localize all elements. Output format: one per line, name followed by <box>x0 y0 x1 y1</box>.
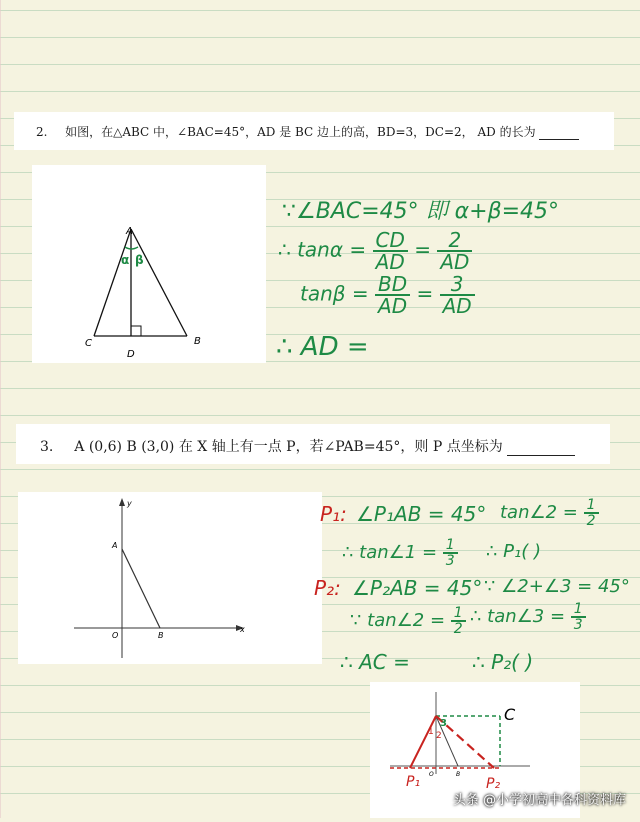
label-alpha: α <box>121 253 130 267</box>
q2-work-line3: tanβ = $\frac{BD}{AD}$ = $\frac{3}{AD}$ <box>300 274 475 316</box>
label-x: x <box>240 625 245 634</box>
q3-tan1-lead: ∴ tan∠1 = <box>342 542 438 563</box>
q2-tan-beta-lead: tanβ = <box>300 281 369 306</box>
q2-frac-den: AD <box>375 294 410 316</box>
q2-question-text: 如图，在△ABC 中，∠BAC=45°，AD 是 BC 边上的高，BD=3，DC=2， AD 的长为 <box>65 125 536 139</box>
q2-question <box>36 123 579 140</box>
q3-question-text: A (0,6) B (3,0) 在 X 轴上有一点 P，若∠PAB=45°，则 P 点坐标为 <box>74 439 503 455</box>
triangle-abc-figure <box>32 165 266 363</box>
q2-fraction-cd-ad <box>373 230 408 272</box>
q3-p1-line2 <box>342 538 458 568</box>
right-angle-mark <box>131 326 141 336</box>
q3-frac-num: 1 <box>573 601 583 617</box>
label-a: A <box>126 226 133 237</box>
q3-frac-den: 3 <box>571 616 586 632</box>
q3-p1-label: P₁: <box>320 502 347 526</box>
q3-frac-num: 1 <box>586 497 596 513</box>
q3-p1-line1: ∠P₁AB = 45° <box>356 502 487 526</box>
q3-fraction-1-2 <box>584 498 599 528</box>
side-ab <box>131 229 187 336</box>
q3-figure-panel <box>18 492 322 664</box>
y-axis-arrow <box>119 498 125 506</box>
q3-p2-ac: ∴ AC = <box>340 650 410 674</box>
q2-figure-panel <box>32 165 266 363</box>
sketch-label-1: 1 <box>428 727 434 737</box>
q2-fraction-bd-ad <box>375 274 410 316</box>
q2-frac-num: 2 <box>448 228 462 252</box>
coordinate-axes-figure <box>18 492 322 664</box>
sketch-label-o: O <box>429 771 434 778</box>
ruling-line <box>0 388 640 389</box>
q3-p2-tan3 <box>470 602 586 632</box>
ruling-line <box>0 10 640 11</box>
ruling-line <box>0 91 640 92</box>
q2-frac-den: AD <box>373 250 408 272</box>
q3-p1-tan2-lead: tan∠2 = <box>500 502 578 523</box>
label-b: B <box>194 336 201 347</box>
q2-work-line2: ∴ tanα = $\frac{CD}{AD}$ = $\frac{2}{AD}$ <box>278 230 472 272</box>
q3-p2-result: ∴ P₂( ) <box>472 650 534 674</box>
q3-fraction-1-3-b <box>571 602 586 632</box>
ruling-line <box>0 415 640 416</box>
ruling-line <box>0 469 640 470</box>
q2-frac-den: AD <box>437 250 472 272</box>
q3-p2-label: P₂: <box>314 576 341 600</box>
label-beta: β <box>135 253 144 267</box>
q2-work-line4: ∴ AD = <box>276 332 369 362</box>
q3-frac-den: 2 <box>584 512 599 528</box>
sketch-label-b: B <box>456 771 461 778</box>
q2-work-line1: ∵∠BAC=45° 即 α+β=45° <box>282 199 560 224</box>
q3-frac-den: 2 <box>451 620 466 636</box>
sketch-label-2: 2 <box>436 731 442 741</box>
q3-p2-tan2-lead: ∵ tan∠2 = <box>350 610 446 631</box>
sketch-label-p1: P₁ <box>406 774 421 790</box>
q3-p2-tan3-lead: ∴ tan∠3 = <box>470 606 566 627</box>
notebook-margin-line <box>0 0 1 818</box>
watermark: 头条 @小学初高中各科资料库 <box>452 793 626 808</box>
label-b: B <box>158 631 164 640</box>
ruling-line <box>0 37 640 38</box>
ruling-line <box>0 64 640 65</box>
segment-ab <box>122 549 160 628</box>
q3-answer-blank <box>507 455 575 456</box>
sketch-label-p2: P₂ <box>486 776 501 792</box>
q3-p2-tan2 <box>350 606 466 636</box>
q2-answer-blank <box>539 139 579 140</box>
q3-frac-num: 1 <box>453 605 463 621</box>
sketch-label-c: C <box>504 705 516 724</box>
side-ac <box>94 229 131 336</box>
q3-fraction-1-2-b <box>451 606 466 636</box>
label-d: D <box>127 349 135 360</box>
q2-number: 2. <box>36 125 48 139</box>
q3-p2-sum: ∵ ∠2+∠3 = 45° <box>484 576 630 597</box>
q3-p1-tan2 <box>500 498 599 528</box>
q3-fraction-1-3 <box>443 538 458 568</box>
q3-number: 3. <box>40 439 54 455</box>
label-y: y <box>127 499 132 508</box>
q2-frac-den: AD <box>440 294 475 316</box>
q3-frac-den: 3 <box>443 552 458 568</box>
q2-fraction-2-ad <box>437 230 472 272</box>
q2-tan-alpha-lead: ∴ tanα = <box>278 237 367 262</box>
q3-question <box>40 436 575 456</box>
sketch-label-3: 3 <box>440 718 447 729</box>
label-o: O <box>112 631 119 640</box>
q3-p1-result: ∴ P₁( ) <box>486 541 542 562</box>
q2-frac-num: BD <box>378 272 408 296</box>
q2-frac-num: CD <box>375 228 405 252</box>
sketch-ap1 <box>410 716 436 768</box>
label-a: A <box>112 541 118 550</box>
q3-p2-line1: ∠P₂AB = 45° <box>352 576 483 600</box>
q2-fraction-3-ad <box>440 274 475 316</box>
q2-frac-num: 3 <box>450 272 464 296</box>
q3-frac-num: 1 <box>445 537 455 553</box>
label-c: C <box>85 338 92 349</box>
